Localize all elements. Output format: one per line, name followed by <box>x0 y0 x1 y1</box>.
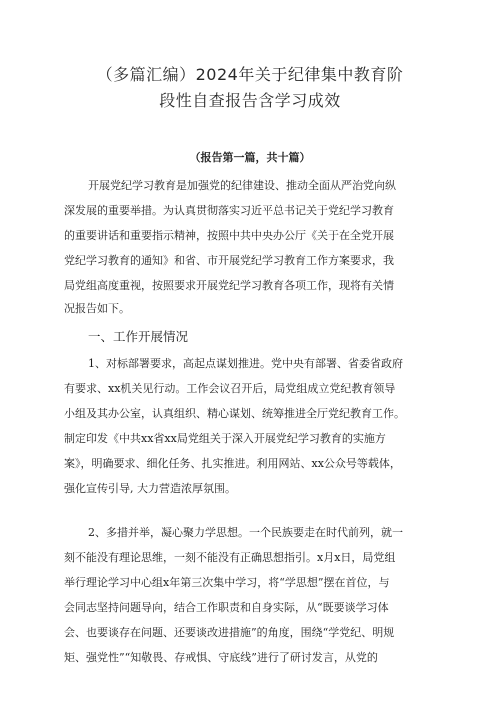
paragraph-2-line: 小组及其办公室，认真组织、精心谋划、统筹推进全厅党纪教育工作。 <box>64 407 405 420</box>
paragraph-3-line: 会同志坚持问题导向，结合工作职责和自身实际，从“既要谈学习体 <box>64 601 389 614</box>
paragraph-1-line: 局党组高度重视，按照要求开展党纪学习教育各项工作，现将有关情 <box>64 279 394 292</box>
paragraph-3-line: 矩、强党性”“知敬畏、存戒惧、守底线”进行了研讨发言，从党的 <box>64 651 378 664</box>
document-subtitle: （报告第一篇，共十篇） <box>189 151 311 164</box>
paragraph-2-line: 强化宣传引导, 大力营造浓厚氛围。 <box>64 482 236 495</box>
paragraph-1-line: 党纪学习教育的通知》和省、市开展党纪学习教育工作方案要求，我 <box>64 254 394 267</box>
paragraph-2-line: 1、对标部署要求，高起点谋划推进。党中央有部署、省委省政府 <box>88 357 403 370</box>
document-title-line-1: （多篇汇编）2024年关于纪律集中教育阶 <box>96 65 404 84</box>
paragraph-1-line: 深发展的重要举措。为认真贯彻落实习近平总书记关于党纪学习教育 <box>64 204 394 217</box>
paragraph-2-line: 有要求、xx机关见行动。工作会议召开后，局党组成立党纪教育领导 <box>64 382 396 395</box>
paragraph-1-line: 开展党纪学习教育是加强党的纪律建设、推动全面从严治党向纵 <box>88 179 396 192</box>
paragraph-2-line: 案》，明确要求、细化任务、扎实推进。利用网站、xx公众号等载体， <box>64 457 401 470</box>
paragraph-3-line: 会、也要谈存在问题、还要谈改进措施”的角度，围绕“学党纪、明规 <box>64 626 395 639</box>
paragraph-1-line: 的重要讲话和重要指示精神，按照中共中央办公厅《关于在全党开展 <box>64 229 394 242</box>
paragraph-1-line: 况报告如下。 <box>64 302 130 315</box>
paragraph-3-line: 举行理论学习中心组x年第三次集中学习，将“学思想”摆在首位，与 <box>64 576 390 589</box>
paragraph-3-line: 2、多措并举，凝心聚力学思想。一个民族要走在时代前列，就一 <box>88 526 403 539</box>
document-title-line-2: 段性自查报告含学习成效 <box>159 91 341 110</box>
section-heading: 一、工作开展情况 <box>88 329 189 344</box>
paragraph-2-line: 制定印发《中共xx省xx局党组关于深入开展党纪学习教育的实施方 <box>64 432 386 445</box>
paragraph-3-line: 刻不能没有理论思维，一刻不能没有正确思想指引。x月x日，局党组 <box>64 551 396 564</box>
